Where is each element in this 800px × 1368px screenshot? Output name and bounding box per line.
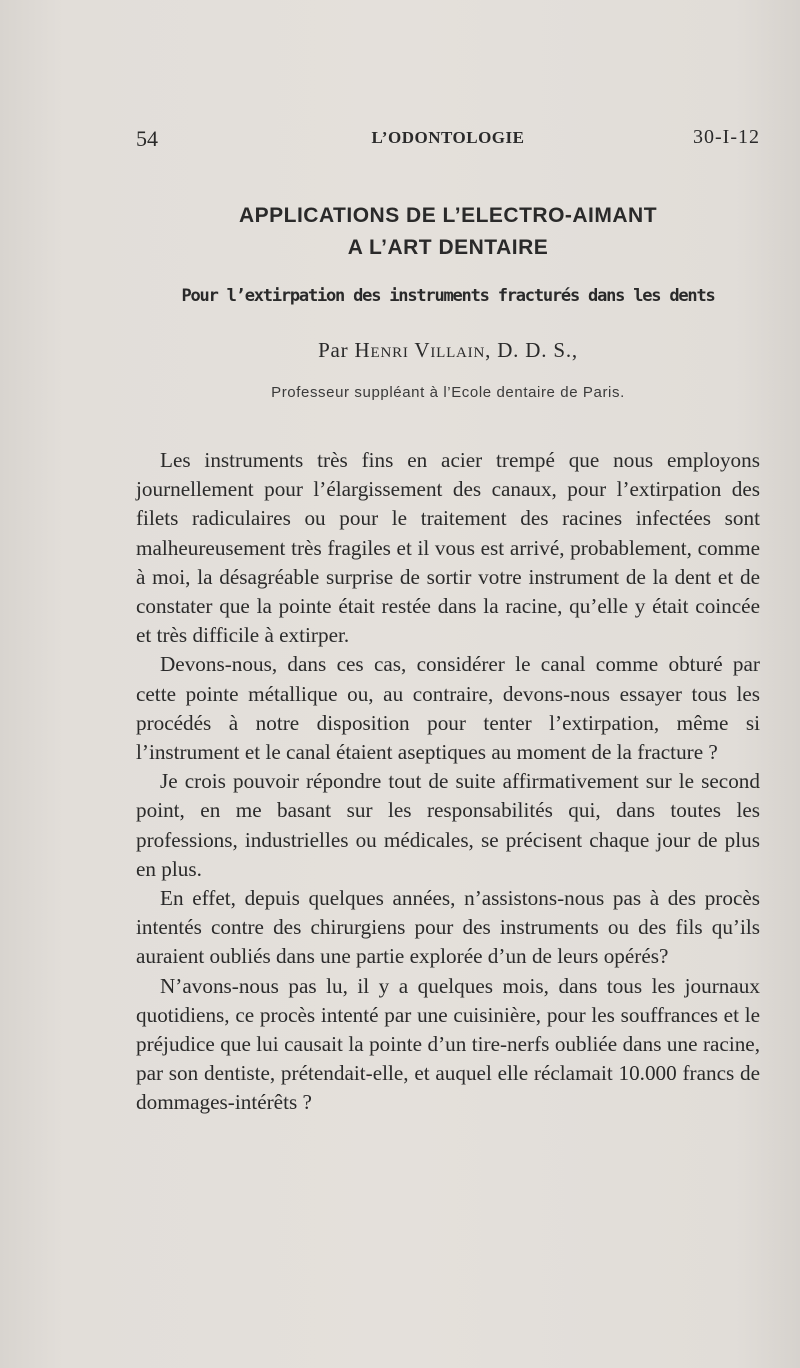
article-subtitle: Pour l’extirpation des instruments fracturés dans les dents <box>181 286 715 306</box>
article-body <box>136 446 760 1118</box>
author-affiliation: Professeur suppléant à l’Ecole dentaire de Paris. <box>271 384 625 401</box>
running-head <box>136 126 760 156</box>
byline: Par Henri Villain, D. D. S., <box>318 338 578 362</box>
paragraph: Je crois pouvoir répondre tout de suite affirmativement sur le second point, en me basant sur les responsabilités qui, dans toutes les professions, industrielles ou médicales, se précisent chaque jour de plus en plus. <box>136 769 760 881</box>
title-line-1: APPLICATIONS DE L’ELECTRO-AIMANT <box>238 204 658 227</box>
journal-title: L’ODONTOLOGIE <box>371 128 525 147</box>
title-line-2: A L’ART DENTAIRE <box>347 236 549 259</box>
author-degree: D. D. S., <box>497 338 578 362</box>
paragraph: En effet, depuis quelques années, n’assistons-nous pas à des procès intentés contre des chirurgiens pour des instruments ou des fils qu’ils auraient oubliés dans une partie explorée d’un de leurs opérés? <box>136 886 760 969</box>
author-prefix: Par <box>318 338 349 362</box>
paragraph: Les instruments très fins en acier trempé que nous employons journellement pour l’élargissement des canaux, pour l’extirpation des filets radiculaires ou pour le traitement des racines infectées sont malheureusement très fragiles et il vous est arrivé, probablement, comme à moi, la désagréable surprise de sortir votre instrument de la dent et de constater que la pointe était restée dans la racine, qu’elle y était coincée et très difficile à extirper. <box>136 448 760 648</box>
paragraph: N’avons-nous pas lu, il y a quelques mois, dans tous les journaux quotidiens, ce procès intenté par une cuisinière, pour les souffrances et le préjudice que lui causait la pointe d’un tire-nerfs oubliée dans une racine, par son dentiste, prétendait-elle, et auquel elle réclamait 10.000 francs de dommages-intérêts ? <box>136 973 760 1115</box>
page-number: 54 <box>136 126 158 151</box>
issue-date: 30-I-12 <box>693 126 760 148</box>
author-name: Henri Villain <box>354 338 486 362</box>
article-title <box>136 200 760 264</box>
paragraph: Devons-nous, dans ces cas, considérer le canal comme obturé par cette pointe métallique ou, au contraire, devons-nous essayer tous les procédés à notre disposition pour tenter l’extirpation, même si l’instrument et le canal étaient aseptiques au moment de la fracture ? <box>136 652 760 765</box>
